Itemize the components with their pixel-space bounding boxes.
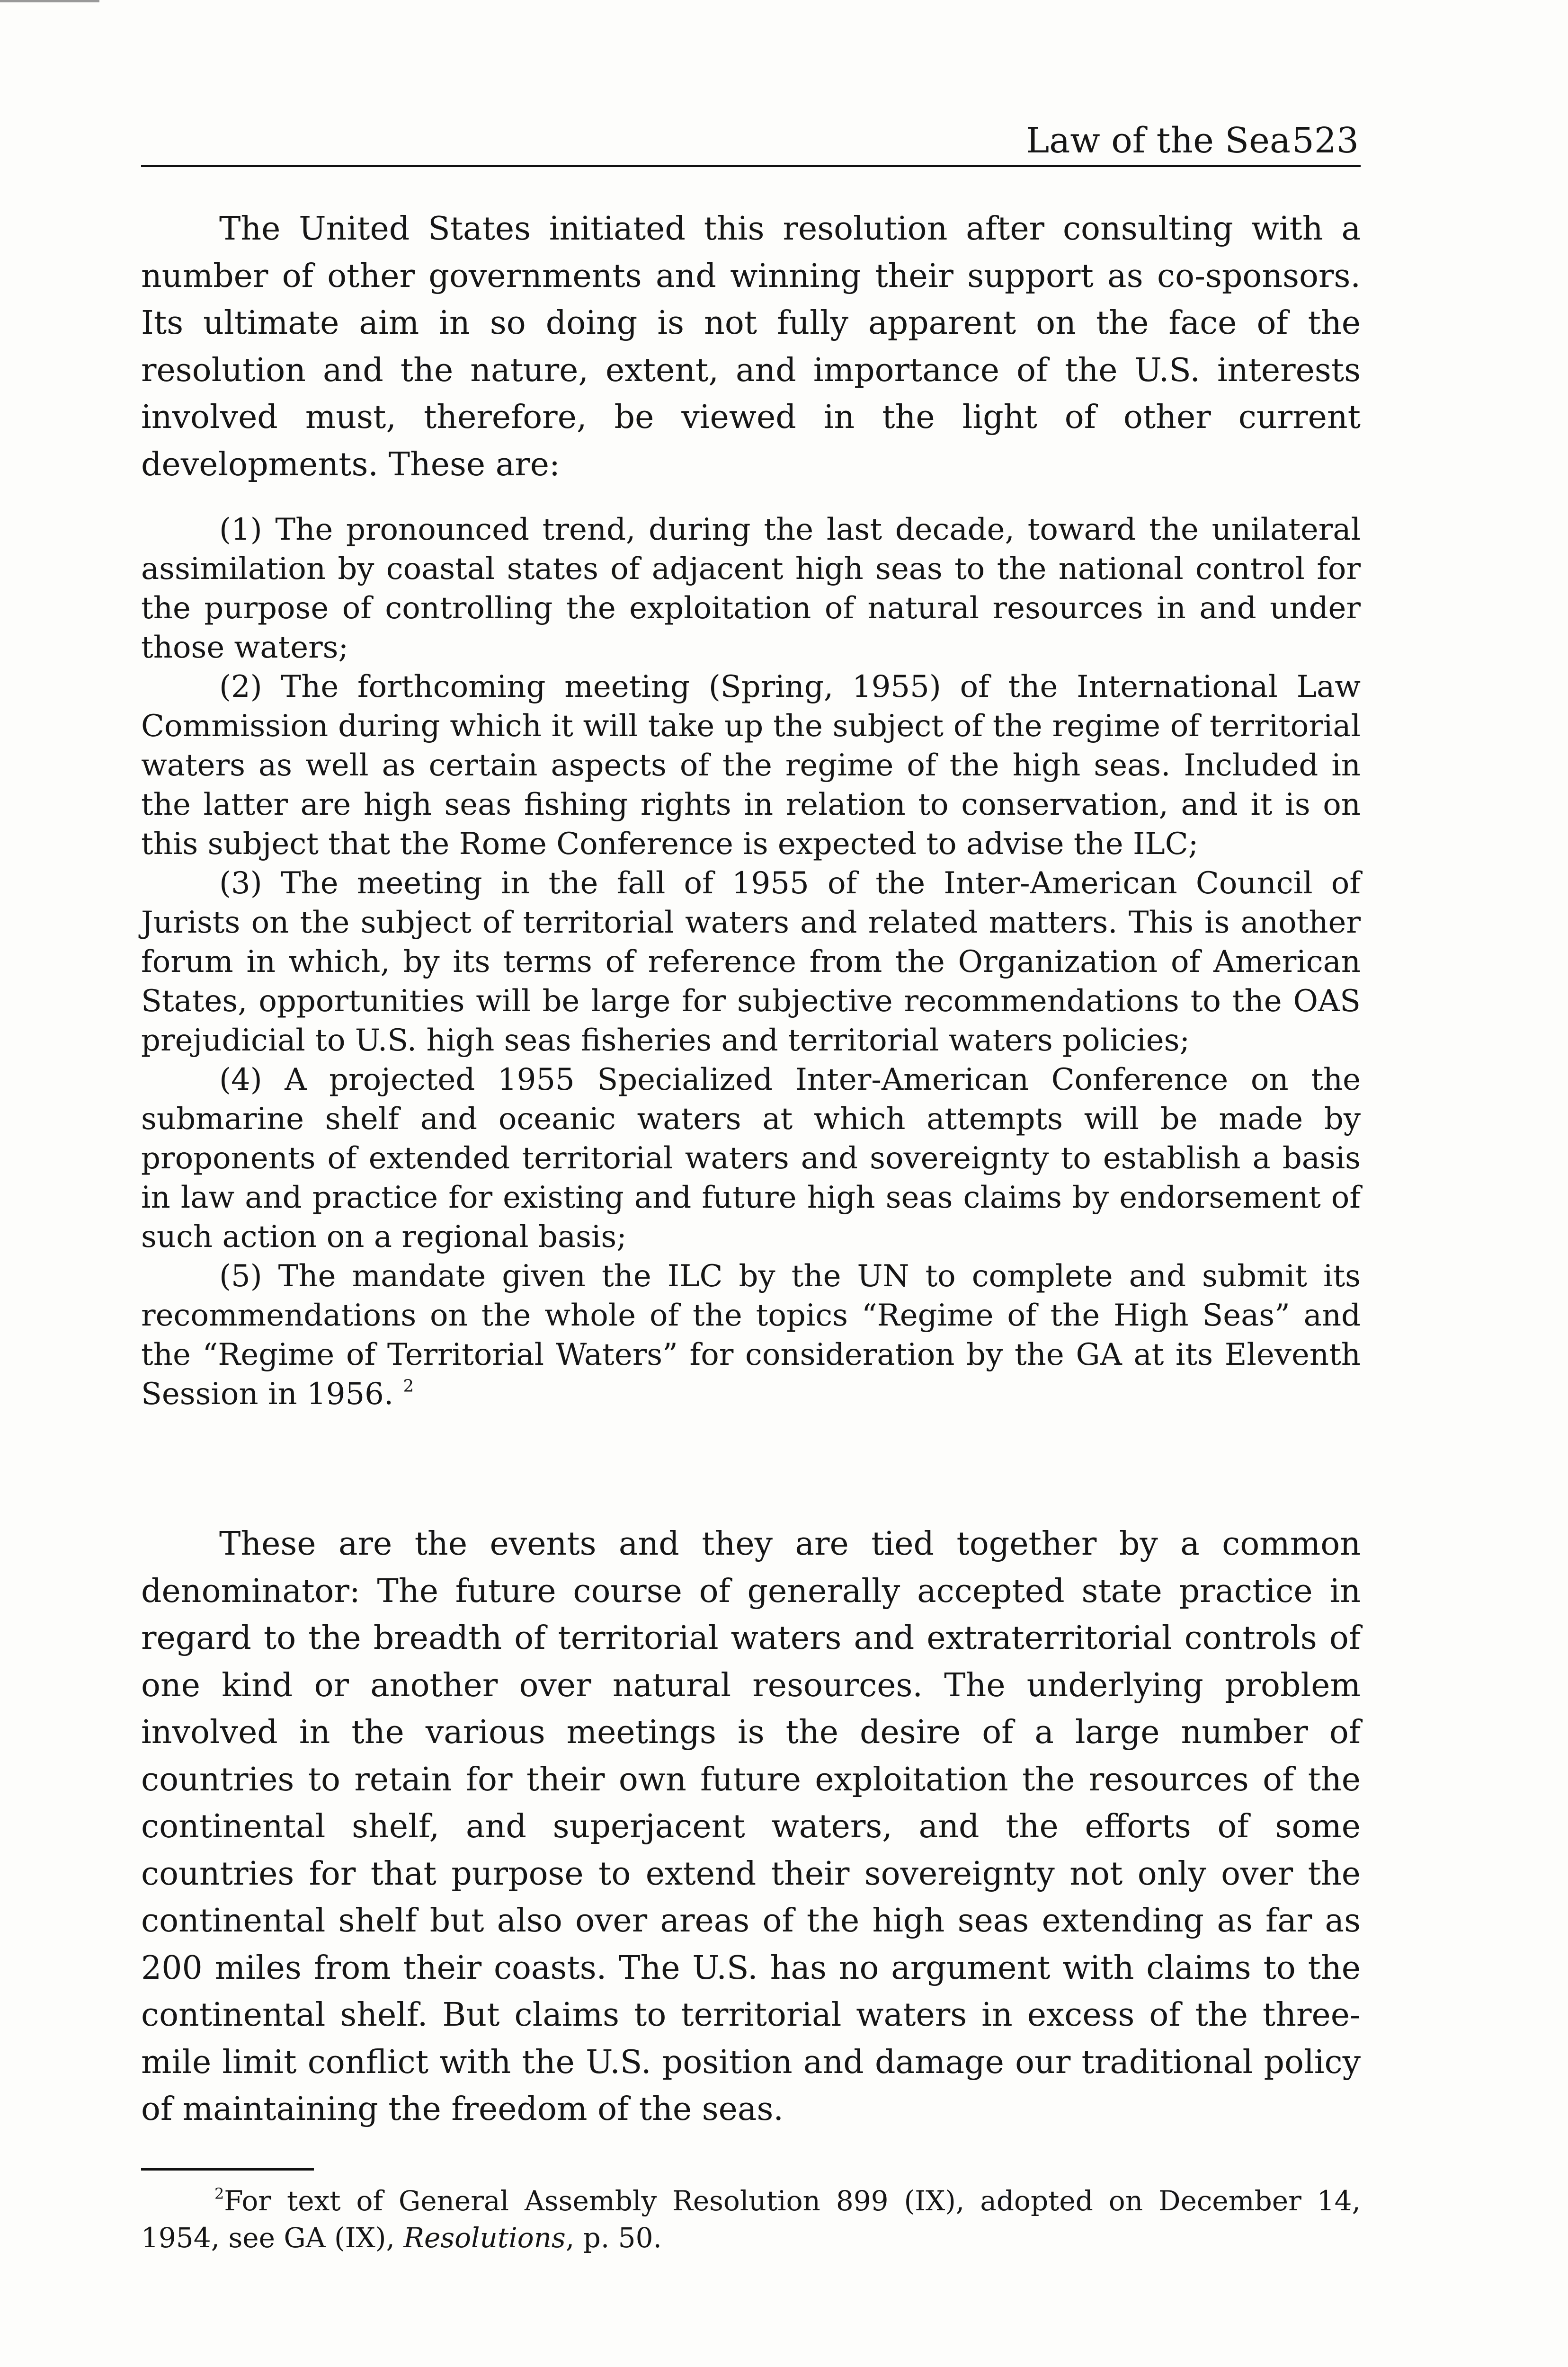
scan-edge-mark: [0, 0, 99, 2]
footnote-divider: [141, 2168, 314, 2171]
running-title: Law of the Sea: [1026, 120, 1291, 161]
intro-section: [141, 205, 1361, 488]
footnote-text: For text of General Assembly Resolution 899 (IX), adopted on December 14, 1954, see GA (IX),: [141, 2185, 1361, 2254]
list-item: (4) A projected 1955 Specialized Inter-American Conference on the submarine shelf and oceanic waters at which attempts will be made by proponents of extended territorial waters and sovereignty to establish a basis in law and practice for existing and future high seas claims by endorsement of such action on a regional basis;: [141, 1062, 1361, 1255]
list-item: (2) The forthcoming meeting (Spring, 1955) of the International Law Commission during which it will take up the subject of the regime of territorial waters as well as certain aspects of the regime of the high seas. Included in the latter are high seas fishing rights in relation to conservation, and it is on this subject that the Rome Conference is expected to advise the ILC;: [141, 669, 1361, 862]
list-item: [141, 1257, 1361, 1414]
footnote-reference: 2: [403, 1376, 414, 1396]
footnote-paragraph: [141, 2182, 1361, 2256]
running-header: [141, 119, 1361, 167]
footnote-text-end: , p. 50.: [565, 2222, 662, 2254]
footnote-marker: 2: [214, 2185, 224, 2203]
footnote: [141, 2182, 1361, 2256]
page-number: 523: [1292, 120, 1359, 161]
footnote-italic-title: Resolutions: [403, 2222, 566, 2254]
intro-paragraph: The United States initiated this resolution after consulting with a number of other governments and winning their support as co-sponsors. Its ultimate aim in so doing is not fully apparent on the face of the resolution and the nature, extent, and importance of the U.S. interests involved must, therefore, be viewed in the light of other current developments. These are:: [141, 210, 1361, 483]
conclusion-section: [141, 1521, 1361, 2133]
list-item: (1) The pronounced trend, during the last decade, toward the unilateral assimilation by coastal states of adjacent high seas to the national control for the purpose of controlling the exploitation of natural resources in and under those waters;: [141, 512, 1361, 665]
list-item-text: (5) The mandate given the ILC by the UN to complete and submit its recommendations on the whole of the topics “Regime of the High Seas” and the “Regime of Territorial Waters” for consideration by the GA at its Eleventh Session in 1956.: [141, 1259, 1361, 1412]
developments-list: [141, 510, 1361, 1414]
conclusion-paragraph: These are the events and they are tied together by a common denominator: The future course of generally accepted state practice in regard to the breadth of territorial waters and extraterritorial controls of one kind or another over natural resources. The underlying problem involved in the various meetings is the desire of a large number of countries to retain for their own future exploitation the resources of the continental shelf, and superjacent waters, and the efforts of some countries for that purpose to extend their sovereignty not only over the continental shelf but also over areas of the high seas extending as far as 200 miles from their coasts. The U.S. has no argument with claims to the continental shelf. But claims to territorial waters in excess of the three-mile limit conflict with the U.S. position and damage our traditional policy of maintaining the freedom of the seas.: [141, 1525, 1361, 2128]
list-item: (3) The meeting in the fall of 1955 of the Inter-American Council of Jurists on the subject of territorial waters and related matters. This is another forum in which, by its terms of reference from the Organization of American States, opportunities will be large for subjective recommendations to the OAS prejudicial to U.S. high seas fisheries and territorial waters policies;: [141, 866, 1361, 1058]
